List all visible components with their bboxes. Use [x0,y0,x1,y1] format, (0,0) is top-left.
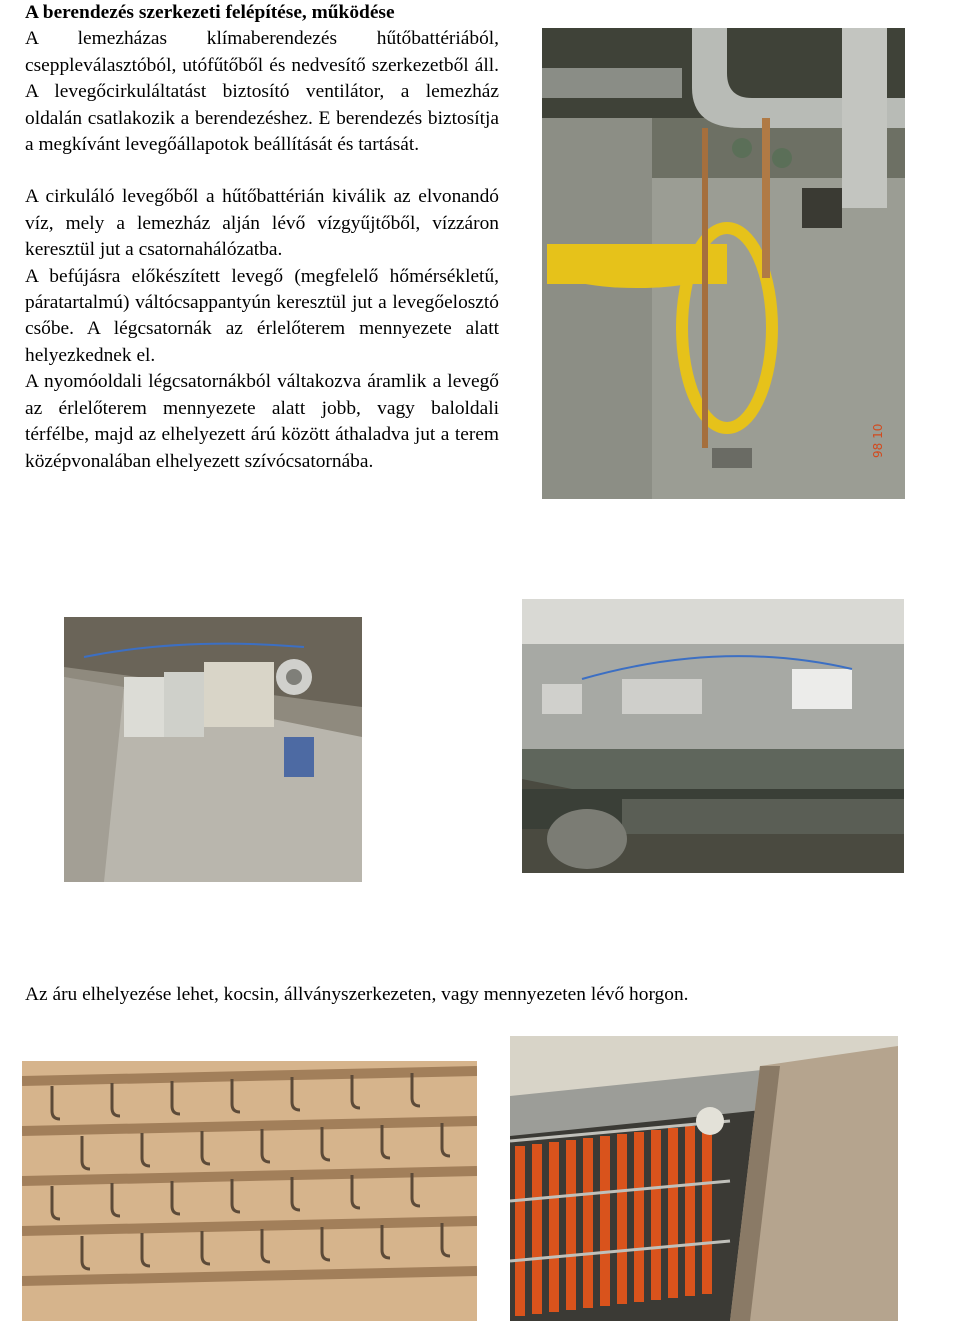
section-heading: A berendezés szerkezeti felépítése, működése [25,2,395,23]
photo-pneumatic-controls [64,617,362,882]
photo-air-ducts [522,599,904,873]
paragraph-water-drain: A cirkuláló levegőből a hűtőbattérián kiválik az elvonandó víz, mely a lemezház alján lévő vízgyűjtőből, vízzáron keresztül jut a csatornahálózatba. [25,186,499,261]
photo-fan-unit [542,28,905,499]
photo-hooks [22,1061,477,1321]
main-text-column [25,0,499,475]
placement-caption: Az áru elhelyezése lehet, kocsin, állványszerkezeten, vagy mennyezeten lévő horgon. [25,984,689,1005]
paragraph-air-supply: A befújásra előkészített levegő (megfelelő hőmérsékletű, páratartalmú) váltócsappantyún keresztül jut a levegőelosztó csőbe. A légcsatornák az érlelőterem mennyezete alatt helyezkednek el. [25,265,499,366]
paragraph-air-flow: A nyomóoldali légcsatornákból váltakozva áramlik a levegő az érlelőterem mennyezete alatt jobb, vagy baloldali térfélbe, majd az elhelyezett árú között áthaladva jut a terem középvonalában elhelyezett szívócsatornába. [25,371,499,472]
photo-sausage-rack [510,1036,898,1321]
paragraph-components: A lemezházas klímaberendezés hűtőbattériából, cseppleválasztóból, utófűtőből és nedvesítő szerkezetből áll. A levegőcirkuláltatást biztosító ventilátor, a lemezház oldalán csatlakozik a berendezéshez. E berendezés biztosítja a megkívánt levegőállapotok beállítását és tartását. [25,28,499,156]
photo-date-stamp: 98 10 [871,423,885,458]
